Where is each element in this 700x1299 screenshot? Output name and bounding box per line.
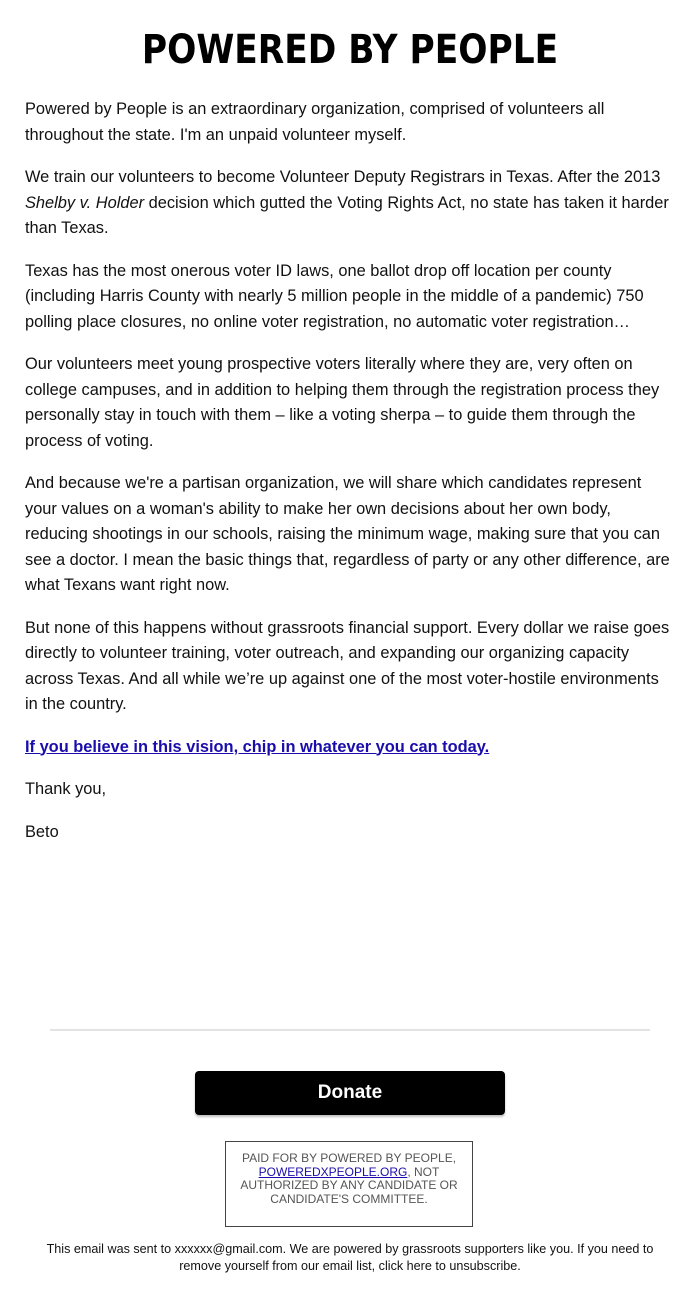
paragraph-support: But none of this happens without grassroots financial support. Every dollar we raise goes directly to volunteer training, voter outreach, and expanding our organizing capacity across Texas. And all while we’re up against one of the most voter-hostile environments in the country. — [25, 618, 670, 713]
cta-paragraph — [25, 735, 675, 761]
donate-button[interactable]: Donate — [195, 1071, 505, 1115]
disclaimer-text-start: PAID FOR BY POWERED BY PEOPLE, — [241, 1151, 457, 1165]
paragraph-training-start: We train our volunteers to become Volunteer Deputy Registrars in Texas. After the 2013 — [25, 168, 661, 186]
paragraph-voter-laws: Texas has the most onerous voter ID laws, one ballot drop off location per county (including Harris County with nearly 5 million people in the middle of a pandemic) 750 polling place closures, no online voter registration, no automatic voter registration… — [25, 261, 644, 331]
divider — [50, 1029, 650, 1031]
closing-line: Thank you, — [25, 780, 107, 798]
paragraph-values: And because we're a partisan organization, we will share which candidates represent your values on a woman's ability to make her own decisions about her own body, reducing shootings in our schools, raising the minimum wage, making sure that you can see a doctor. I mean the basic things that, regardless of party or any other difference, are what Texans want right now. — [25, 474, 670, 594]
paragraph-intro: Powered by People is an extraordinary organization, comprised of volunteers all throughout the state. I'm an unpaid volunteer myself. — [25, 100, 605, 144]
email-body — [25, 97, 675, 862]
signature: Beto — [25, 822, 59, 841]
paragraph-volunteers: Our volunteers meet young prospective voters literally where they are, very often on college campuses, and in addition to helping them through the registration process they personally stay in touch with them – like a voting sherpa – to guide them through the process of voting. — [25, 355, 660, 450]
disclaimer-text-end: , NOT AUTHORIZED BY ANY CANDIDATE OR CANDIDATE'S COMMITTEE. — [240, 1164, 458, 1206]
brand-logo: POWERED BY PEOPLE — [141, 27, 559, 73]
chip-in-link[interactable]: If you believe in this vision, chip in whatever you can today. — [25, 737, 490, 756]
website-link[interactable]: POWEREDXPEOPLE.ORG — [258, 1164, 408, 1179]
paid-for-disclaimer — [225, 1141, 473, 1227]
paragraph-training — [25, 165, 675, 242]
footer-unsubscribe-text: This email was sent to xxxxxx@gmail.com. We are powered by grassroots supporters like you. If you need to remove yourself from our email list, click here to unsubscribe. — [46, 1242, 654, 1273]
case-name: Shelby v. Holder — [25, 193, 145, 212]
paragraph-training-end: decision which gutted the Voting Rights Act, no state has taken it harder than Texas. — [25, 193, 669, 237]
